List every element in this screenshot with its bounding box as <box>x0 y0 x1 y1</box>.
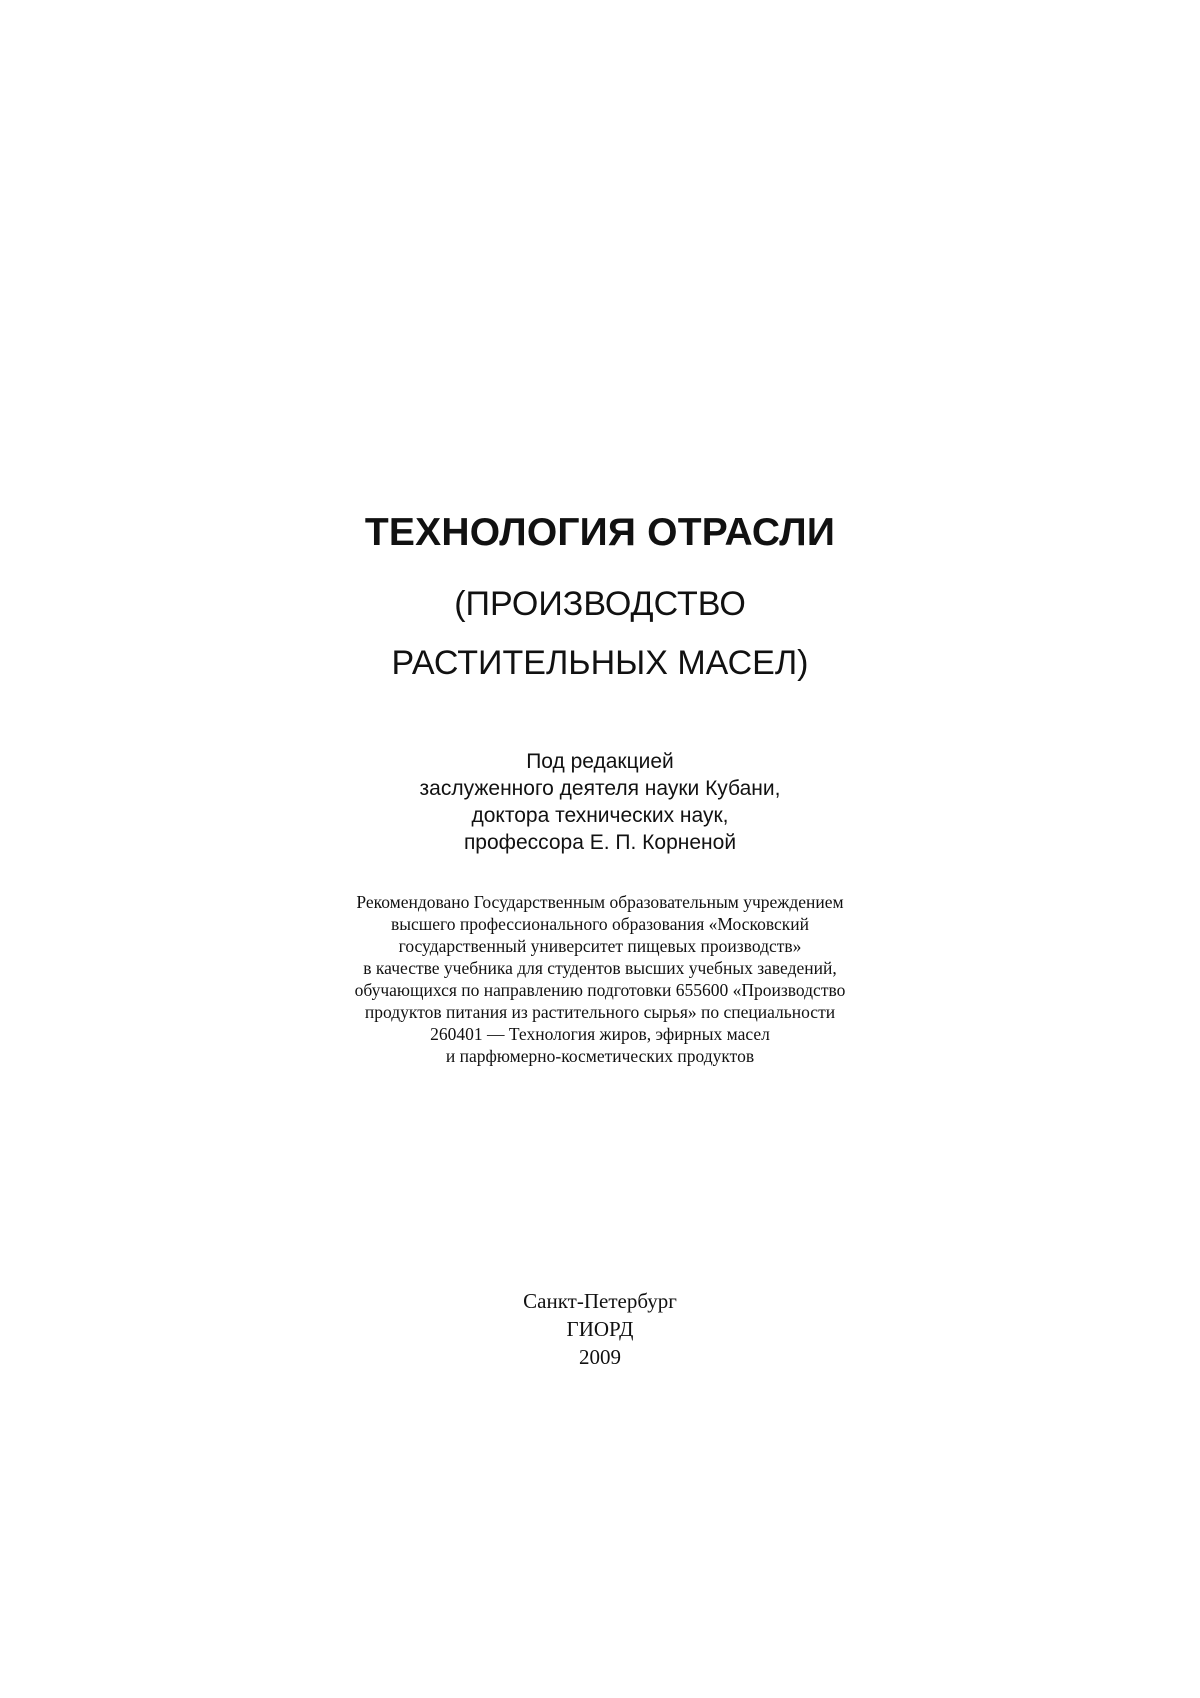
recommendation-line-3: государственный университет пищевых производств» <box>398 936 802 956</box>
recommendation-line-8: и парфюмерно-косметических продуктов <box>445 1046 755 1066</box>
recommendation-line-1: Рекомендовано Государственным образовательным учреждением <box>356 892 844 912</box>
editor-line-1: Под редакцией <box>526 750 674 773</box>
editor-line-3: доктора технических наук, <box>471 804 729 827</box>
book-subtitle-line-1: (ПРОИЗВОДСТВО <box>454 585 746 623</box>
editor-line-2: заслуженного деятеля науки Кубани, <box>419 777 781 800</box>
recommendation-line-2: высшего профессионального образования «Московский <box>391 914 809 934</box>
imprint-publisher: ГИОРД <box>566 1317 634 1341</box>
book-subtitle-line-2: РАСТИТЕЛЬНЫХ МАСЕЛ) <box>391 644 809 682</box>
recommendation-line-6: продуктов питания из растительного сырья» по специальности <box>364 1002 836 1022</box>
book-title: ТЕХНОЛОГИЯ ОТРАСЛИ <box>364 511 836 554</box>
editor-line-4: профессора Е. П. Корненой <box>463 831 737 854</box>
imprint-year: 2009 <box>579 1345 621 1369</box>
imprint-city: Санкт-Петербург <box>523 1289 677 1313</box>
recommendation-line-4: в качестве учебника для студентов высших учебных заведений, <box>363 958 837 978</box>
recommendation-line-7: 260401 — Технология жиров, эфирных масел <box>430 1024 770 1044</box>
recommendation-line-5: обучающихся по направлению подготовки 655600 «Производство <box>354 980 846 1000</box>
